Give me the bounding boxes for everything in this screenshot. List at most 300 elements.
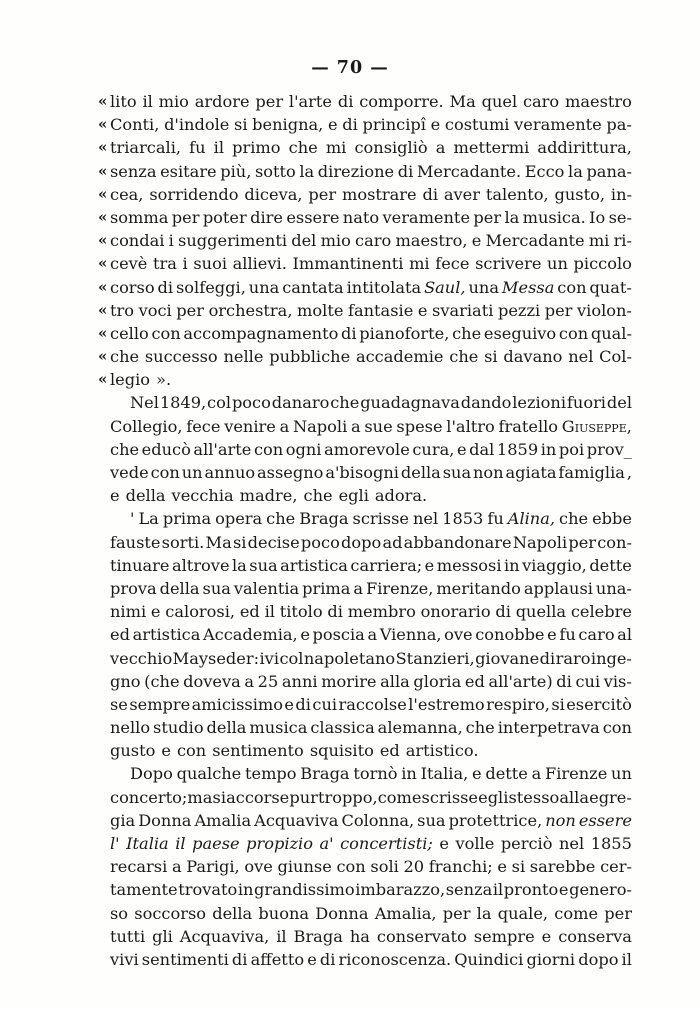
word: una- <box>595 578 632 598</box>
word: Stanzieri, <box>395 648 475 668</box>
word: Saul, <box>424 277 466 297</box>
word: qualche <box>176 764 242 784</box>
word: a <box>435 138 446 158</box>
word: Giuseppe, <box>561 416 632 436</box>
word: della <box>400 463 441 482</box>
word: e <box>300 625 310 645</box>
word: Firenze <box>545 764 608 784</box>
word: amorevole <box>324 439 410 459</box>
word: ardore <box>194 92 250 111</box>
word: di <box>337 92 354 111</box>
text-line <box>110 600 632 623</box>
word: « corso <box>110 277 155 297</box>
word: pana- <box>586 161 632 181</box>
word: col <box>279 648 304 668</box>
word: con <box>602 718 632 738</box>
word: e <box>161 741 171 761</box>
word: fu <box>487 509 504 529</box>
word: musica. <box>522 207 586 227</box>
word: Mercadante. <box>416 161 522 181</box>
word: a <box>171 857 182 877</box>
word: svariati <box>432 300 494 320</box>
word: ove <box>444 625 473 645</box>
word: che <box>288 138 318 158</box>
word: talento, <box>485 184 549 204</box>
word: la <box>504 207 520 227</box>
text-line <box>110 786 632 809</box>
word: ivi <box>259 648 279 668</box>
text-line <box>110 461 632 484</box>
text-line <box>110 855 632 878</box>
word: in <box>237 880 254 900</box>
word: comporre. <box>359 92 444 111</box>
word: dette <box>485 764 528 784</box>
word: che <box>559 509 589 529</box>
word: e <box>472 764 482 784</box>
word: Nel <box>130 393 159 413</box>
word: si <box>511 857 526 877</box>
word: Quindici <box>454 949 524 969</box>
word: concerto; <box>110 787 188 807</box>
word: respiro, <box>486 694 550 714</box>
word: accorse <box>226 787 290 807</box>
word: protettrice, <box>448 810 543 830</box>
word: venire <box>224 416 276 436</box>
word: Accademia, <box>202 625 298 645</box>
word: affetto <box>250 949 305 969</box>
word: caro <box>578 625 615 645</box>
word: fuori <box>566 393 606 413</box>
word: che <box>303 486 333 506</box>
word: soli <box>370 857 399 877</box>
word: pur <box>289 787 318 807</box>
word: nello <box>110 718 151 738</box>
text-line <box>110 739 632 762</box>
word: alla <box>559 787 590 807</box>
word: Dopo <box>130 764 173 784</box>
word: pronto <box>503 880 559 900</box>
text-line <box>110 206 632 229</box>
word: assegno <box>257 463 324 482</box>
word: ' <box>130 509 135 529</box>
word: si <box>234 115 248 135</box>
word: ogni <box>285 439 322 459</box>
word: fantasie <box>347 300 414 320</box>
word: Donna <box>315 903 369 923</box>
word: egre- <box>589 787 632 807</box>
text-line <box>110 809 632 832</box>
word: per <box>473 207 502 227</box>
word: « tro <box>110 300 134 320</box>
word: artistica <box>280 555 348 575</box>
word: vis- <box>603 671 632 691</box>
word: artistico. <box>405 741 479 761</box>
word: 1849, <box>159 393 207 413</box>
word: Firenze, <box>365 578 434 598</box>
word: mio <box>158 92 189 111</box>
word: il <box>276 926 287 946</box>
word: vecchia <box>171 486 234 506</box>
word: orchestra, <box>208 300 293 320</box>
word: veramente <box>382 207 471 227</box>
word: accompagnamento <box>183 323 339 343</box>
word: mio <box>320 231 351 251</box>
word: buona <box>258 903 310 923</box>
word: il <box>264 602 275 622</box>
word: di <box>295 694 311 714</box>
word: accademie <box>355 347 444 367</box>
word: « lito <box>110 92 137 111</box>
word: nel <box>412 509 439 529</box>
word: ad <box>382 532 403 552</box>
word: (che <box>144 671 180 691</box>
text-line <box>110 438 632 461</box>
word: famiglia <box>558 463 625 482</box>
word: un <box>181 463 203 482</box>
word: conobbe <box>475 625 545 645</box>
word: gli <box>152 926 173 946</box>
word: quel <box>481 92 518 111</box>
word: più, <box>220 161 252 181</box>
word: sua <box>417 810 446 830</box>
word: dopo <box>341 532 382 552</box>
word: un <box>547 254 568 274</box>
word: lezioni <box>512 393 567 413</box>
word: e <box>456 439 467 459</box>
word: essere <box>286 207 340 227</box>
word: l'arte <box>288 92 333 111</box>
word: esercitò <box>566 694 632 714</box>
word: musica <box>249 718 308 738</box>
word: vecchio <box>110 648 173 668</box>
word: con <box>558 323 589 343</box>
word: e <box>284 694 294 714</box>
word: Ma <box>449 92 476 111</box>
word: quat- <box>589 277 632 297</box>
word: a <box>350 416 361 436</box>
word: con <box>151 323 181 343</box>
word: sorti. <box>161 532 205 552</box>
word: Napoli <box>512 532 568 552</box>
word: celebre <box>570 602 632 622</box>
word: a <box>353 578 364 598</box>
word: agiata <box>505 463 557 482</box>
word: Ma <box>205 532 232 552</box>
word: a <box>367 625 378 645</box>
text-line <box>110 299 632 322</box>
word: direzione <box>317 161 395 181</box>
word: in- <box>610 184 632 204</box>
word: genero- <box>569 880 632 900</box>
word: abbandonare <box>403 532 512 552</box>
word: so <box>110 903 129 923</box>
word: ed <box>464 671 485 691</box>
word: con- <box>597 532 632 552</box>
word: concertisti; <box>340 834 433 853</box>
word: 25 <box>257 671 279 691</box>
word: pezzi <box>497 300 541 320</box>
word: gno <box>110 671 141 691</box>
word: prima <box>162 509 212 529</box>
word: all'arte <box>193 439 252 459</box>
word: la <box>476 903 492 923</box>
text-line <box>110 183 632 206</box>
word: di <box>157 277 174 297</box>
word: e <box>327 115 338 135</box>
word: messosi <box>436 555 502 575</box>
word: artistica <box>132 625 201 645</box>
text-line <box>110 832 632 855</box>
word: caro <box>355 231 392 251</box>
word: senza <box>445 880 493 900</box>
word: allievi. <box>232 254 287 274</box>
word: si <box>551 694 565 714</box>
word: non <box>473 463 504 482</box>
text-line <box>110 322 632 345</box>
word: cui <box>312 694 338 714</box>
word: per <box>171 207 200 227</box>
word: vede <box>110 463 149 482</box>
word: Vienna, <box>379 625 442 645</box>
word: e <box>497 857 507 877</box>
word: Mayseder: <box>172 648 260 668</box>
word: benigna, <box>252 115 324 135</box>
text-line <box>110 113 632 136</box>
word: mi <box>409 254 430 274</box>
word: addirittura, <box>537 138 632 158</box>
word: Acquaviva, <box>179 926 270 946</box>
word: essere <box>578 810 632 830</box>
word: della <box>206 718 247 738</box>
word: prov_ <box>586 439 632 459</box>
word: ed <box>239 602 260 622</box>
word: si <box>484 347 498 367</box>
word: sua <box>202 578 231 598</box>
word: quella <box>515 602 567 622</box>
word: la <box>568 161 583 181</box>
word: e <box>439 834 449 853</box>
word: poscia <box>312 625 365 645</box>
word: tutti <box>110 926 146 946</box>
word: cui <box>575 671 601 691</box>
text-line <box>110 693 632 716</box>
word: studio <box>153 718 204 738</box>
word: che <box>330 393 360 413</box>
word: e <box>110 486 120 506</box>
word: educò <box>141 439 191 459</box>
word: con <box>253 439 284 459</box>
word: Acquaviva <box>254 810 339 830</box>
word: col <box>207 393 232 413</box>
word: che <box>449 347 479 367</box>
word: maestro <box>565 92 632 111</box>
word: in <box>401 764 417 784</box>
word: doveva <box>183 671 241 691</box>
word: paese <box>192 834 240 853</box>
word: dando <box>460 393 512 413</box>
text-line <box>110 136 632 159</box>
word: viaggio, <box>522 555 587 575</box>
word: i <box>168 231 174 251</box>
word: Italia <box>126 834 169 853</box>
word: che <box>465 718 495 738</box>
word: , <box>626 463 632 482</box>
word: a <box>531 764 542 784</box>
word: con <box>557 277 587 297</box>
word: trovato <box>178 880 238 900</box>
word: e <box>417 300 428 320</box>
word: recarsi <box>110 857 168 877</box>
text-line <box>110 507 632 530</box>
word: Alina, <box>507 509 556 529</box>
word: dopo <box>578 949 619 969</box>
word: poi <box>558 439 585 459</box>
word: il <box>175 834 186 853</box>
word: valentia <box>233 578 300 598</box>
word: fu <box>189 138 206 158</box>
word: sua <box>249 555 278 575</box>
word: La <box>138 509 159 529</box>
word: e <box>471 231 482 251</box>
word: tra <box>153 254 177 274</box>
word: Colonna, <box>341 810 415 830</box>
word: carriera; <box>350 555 423 575</box>
word: mettermi <box>453 138 530 158</box>
word: prova <box>110 578 157 598</box>
word: tamente <box>110 880 178 900</box>
word: mi <box>588 231 610 251</box>
word: squisito <box>309 741 374 761</box>
word: decise <box>247 532 300 552</box>
word: applausi <box>523 578 593 598</box>
text-line <box>110 484 632 507</box>
word: per <box>604 903 632 923</box>
text-line <box>110 716 632 739</box>
word: della <box>159 578 200 598</box>
word: per <box>544 300 573 320</box>
text-line <box>110 902 632 925</box>
text-line <box>110 623 632 646</box>
word: come <box>554 903 599 923</box>
word: il <box>492 880 504 900</box>
word: tornò <box>353 764 398 784</box>
word: consigliò <box>354 138 428 158</box>
word: ri- <box>613 231 632 251</box>
word: non <box>545 810 576 830</box>
word: veramente <box>514 115 602 135</box>
word: l'estremo <box>408 694 485 714</box>
text-line <box>110 345 632 368</box>
word: « Conti, <box>110 115 160 135</box>
word: di <box>539 648 556 668</box>
word: amicissimo <box>191 694 283 714</box>
word: fece <box>435 254 470 274</box>
word: raccolse <box>338 694 407 714</box>
word: poco <box>231 393 271 413</box>
word: « legio <box>110 370 151 390</box>
word: gloria <box>413 671 462 691</box>
word: di <box>319 949 336 969</box>
word: diceva, <box>244 184 303 204</box>
word: prima <box>302 578 351 598</box>
word: imbarazzo, <box>355 880 446 900</box>
word: Italia, <box>420 764 469 784</box>
word: violon- <box>577 300 632 320</box>
word: aver <box>443 184 481 204</box>
word: sempre <box>129 694 191 714</box>
word: nel <box>559 834 585 853</box>
word: 1859 <box>496 439 539 459</box>
word: in <box>540 439 557 459</box>
text-line <box>110 368 632 391</box>
text-line <box>110 647 632 670</box>
word: alemanna, <box>377 718 463 738</box>
word: Amalia, <box>374 903 437 923</box>
word: scrisse <box>421 787 479 807</box>
word: egli <box>338 486 369 506</box>
word: il <box>142 92 153 111</box>
word: principî <box>362 115 426 135</box>
word: sue <box>364 416 393 436</box>
word: a <box>244 671 255 691</box>
word: voci <box>138 300 172 320</box>
word: pubbliche <box>269 347 351 367</box>
word: giorni <box>526 949 576 969</box>
word: alla <box>380 671 410 691</box>
word: del <box>291 231 317 251</box>
word: tempo <box>245 764 297 784</box>
text-line <box>110 252 632 275</box>
word: titolo <box>279 602 323 622</box>
word: con <box>176 741 207 761</box>
word: con <box>150 463 180 482</box>
word: inge- <box>590 648 632 668</box>
word: volle <box>455 834 495 853</box>
word: e <box>547 625 557 645</box>
word: Ecco <box>524 161 565 181</box>
word: quale, <box>497 903 549 923</box>
word: con <box>336 857 366 877</box>
text-line <box>110 229 632 252</box>
word: per <box>308 184 337 204</box>
word: gia <box>110 810 136 830</box>
text-line <box>110 762 632 785</box>
word: i <box>182 254 188 274</box>
word: caro <box>522 92 560 111</box>
word: fauste <box>110 532 161 552</box>
word: e <box>430 115 441 135</box>
word: e <box>541 926 552 946</box>
word: ed <box>110 625 130 645</box>
word: grandissimo <box>254 880 355 900</box>
word: « condai <box>110 231 165 251</box>
word: ». <box>156 370 172 390</box>
word: mostrare <box>341 184 417 204</box>
word: Donna <box>138 810 192 830</box>
word: si <box>232 532 247 552</box>
word: a <box>279 416 290 436</box>
text-line <box>110 415 632 438</box>
word: di <box>556 671 572 691</box>
text-line <box>110 160 632 183</box>
word: sentimento <box>212 741 304 761</box>
word: che <box>110 439 140 459</box>
word: Mercadante <box>485 231 585 251</box>
word: di <box>422 184 439 204</box>
word: di <box>495 602 511 622</box>
word: il <box>213 138 225 158</box>
word: successo <box>144 347 218 367</box>
